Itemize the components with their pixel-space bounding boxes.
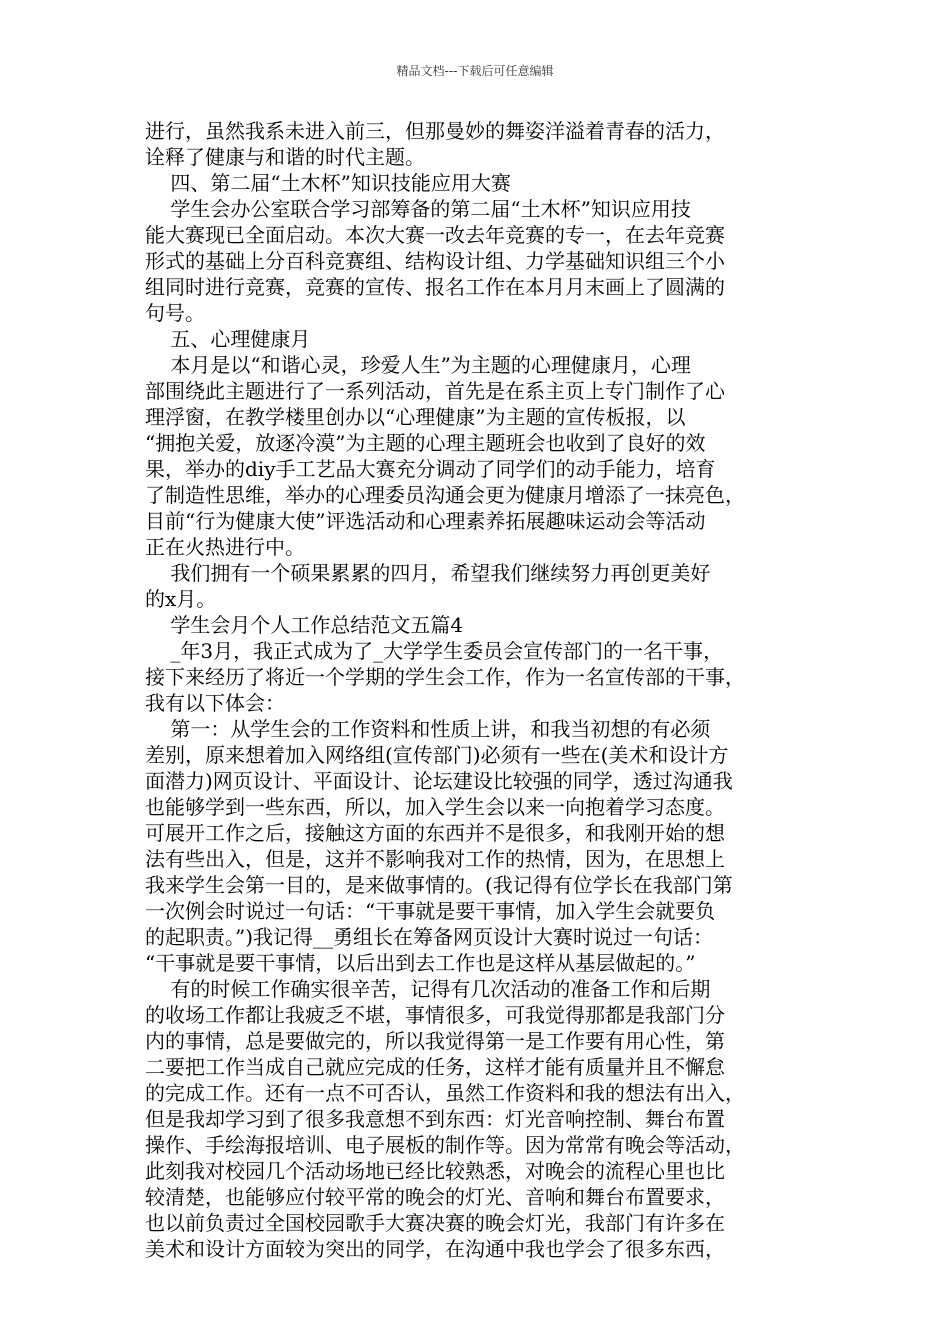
text-line: 正在火热进行中。 [145,535,305,559]
text-line: 美术和设计方面较为突出的同学，在沟通中我也学会了很多东西， [145,1237,725,1261]
text-line: 较清楚，也能够应付较平常的晚会的灯光、音响和舞台布置要求， [145,1185,725,1209]
text-line: 能大赛现已全面启动。本次大赛一改去年竞赛的专一，在去年竞赛 [145,223,725,247]
text-line: 五、心理健康月 [145,327,311,351]
text-line: 进行，虽然我系未进入前三，但那曼妙的舞姿洋溢着青春的活力， [145,119,725,143]
text-line: 的x月。 [145,587,217,611]
text-line: 一次例会时说过一句话：“干事就是要干事情，加入学生会就要负 [145,899,716,923]
text-line: 第一：从学生会的工作资料和性质上讲，和我当初想的有必须 [145,717,711,741]
text-line: 接下来经历了将近一个学期的学生会工作，作为一名宣传部的干事， [145,665,745,689]
text-line: 学生会月个人工作总结范文五篇4 [145,613,464,637]
text-line: 法有些出入，但是，这并不影响我对工作的热情，因为，在思想上 [145,847,725,871]
page-header: 精品文档---下载后可任意编辑 [396,64,554,78]
text-line: 句号。 [145,301,205,325]
text-line: 也能够学到一些东西，所以，加入学生会以来一向抱着学习态度。 [145,795,725,819]
text-line: 可展开工作之后，接触这方面的东西并不是很多，和我刚开始的想 [145,821,725,845]
text-line: 二要把工作当成自己就应完成的任务，这样才能有质量并且不懈怠 [145,1055,725,1079]
text-line: 此刻我对校园几个活动场地已经比较熟悉，对晚会的流程心里也比 [145,1159,725,1183]
text-line: 理浮窗，在教学楼里创办以“心理健康”为主题的宣传板报，以 [145,405,686,429]
text-line: “干事就是要干事情，以后出到去工作也是这样从基层做起的。” [145,951,696,975]
text-line: 但是我却学习到了很多我意想不到东西：灯光音响控制、舞台布置 [145,1107,725,1131]
text-line: 部围绕此主题进行了一系列活动，首先是在系主页上专门制作了心 [145,379,725,403]
text-line: 有的时候工作确实很辛苦，记得有几次活动的准备工作和后期 [145,977,711,1001]
text-line: 的收场工作都让我疲乏不堪，事情很多，可我觉得那都是我部门分 [145,1003,725,1027]
text-line: 差别，原来想着加入网络组(宣传部门)必须有一些在(美术和设计方 [145,743,729,767]
text-line: 我来学生会第一目的，是来做事情的。(我记得有位学长在我部门第 [145,873,733,897]
text-line: 我们拥有一个硕果累累的四月，希望我们继续努力再创更美好 [145,561,711,585]
text-line: 操作、手绘海报培训、电子展板的制作等。因为常常有晚会等活动， [145,1133,745,1157]
text-line: _年3月，我正式成为了_大学学生委员会宣传部门的一名干事， [145,639,724,663]
text-line: 学生会办公室联合学习部筹备的第二届“土木杯”知识应用技 [145,197,691,221]
text-line: 四、第二届“土木杯”知识技能应用大赛 [145,171,511,195]
text-line: 我有以下体会： [145,691,285,715]
text-line: 果，举办的diy手工艺品大赛充分调动了同学们的动手能力，培育 [145,457,716,481]
text-line: 形式的基础上分百科竞赛组、结构设计组、力学基础知识组三个小 [145,249,725,273]
text-line: 的起职责。”)我记得__勇组长在筹备网页设计大赛时说过一句话： [145,925,714,949]
text-line: 目前“行为健康大使”评选活动和心理素养拓展趣味运动会等活动 [145,509,706,533]
text-line: 面潜力)网页设计、平面设计、论坛建设比较强的同学，透过沟通我 [145,769,733,793]
document-body [145,118,825,1262]
text-line: 内的事情，总是要做完的，所以我觉得第一是工作要有用心性，第 [145,1029,725,1053]
text-line: 也以前负责过全国校园歌手大赛决赛的晚会灯光，我部门有许多在 [145,1211,725,1235]
text-line: 了制造性思维，举办的心理委员沟通会更为健康月增添了一抹亮色， [145,483,745,507]
text-line: 的完成工作。还有一点不可否认，虽然工作资料和我的想法有出入， [145,1081,745,1105]
text-line: 本月是以“和谐心灵，珍爱人生”为主题的心理健康月，心理 [145,353,691,377]
text-line: 组同时进行竞赛，竞赛的宣传、报名工作在本月月末画上了圆满的 [145,275,725,299]
text-line: 诠释了健康与和谐的时代主题。 [145,145,425,169]
text-line: “拥抱关爱，放逐冷漠”为主题的心理主题班会也收到了良好的效 [145,431,706,455]
